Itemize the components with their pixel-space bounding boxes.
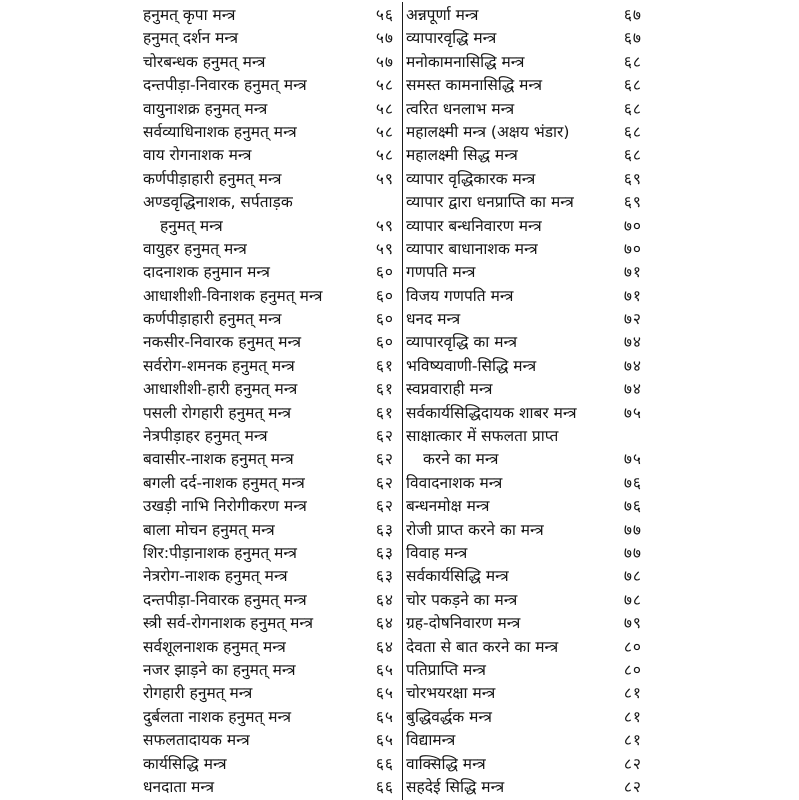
- toc-entry-title: मनोकामनासिद्धि मन्त्र: [406, 52, 525, 71]
- toc-entry-title: त्वरित धनलाभ मन्त्र: [406, 99, 515, 118]
- toc-entry-page-number: ६०: [375, 310, 394, 329]
- toc-entry: [143, 659, 400, 682]
- toc-right-column: [406, 4, 642, 799]
- toc-entry-page-number: ७४: [623, 333, 642, 352]
- toc-entry-title: देवता से बात करने का मन्त्र: [406, 637, 559, 656]
- toc-entry: [143, 98, 400, 121]
- toc-entry: [406, 729, 642, 752]
- toc-entry-page-number: ६६: [375, 777, 394, 796]
- toc-entry: [406, 168, 642, 191]
- toc-entry: [143, 378, 400, 401]
- toc-entry-page-number: ६४: [375, 590, 394, 609]
- toc-entry: [143, 636, 400, 659]
- toc-entry-page-number: ६२: [375, 473, 394, 492]
- toc-entry-title: चोरभयरक्षा मन्त्र: [406, 684, 496, 703]
- toc-entry: [143, 402, 400, 425]
- toc-entry-page-number: ८१: [623, 684, 642, 703]
- toc-entry: [143, 472, 400, 495]
- toc-entry-title: महालक्ष्मी सिद्ध मन्त्र: [406, 146, 518, 165]
- toc-entry-page-number: ७७: [623, 543, 642, 562]
- toc-entry: [143, 144, 400, 167]
- toc-entry-page-number: ६७: [623, 6, 642, 24]
- toc-entry-page-number: ५८: [375, 122, 394, 141]
- toc-entry: [406, 355, 642, 378]
- toc-entry: [143, 589, 400, 612]
- toc-entry: [406, 659, 642, 682]
- toc-entry: [406, 542, 642, 565]
- toc-entry: [406, 285, 642, 308]
- toc-entry-title: धनद मन्त्र: [406, 310, 461, 329]
- toc-entry-page-number: ७७: [623, 520, 642, 539]
- toc-entry-page-number: ७४: [623, 380, 642, 399]
- toc-entry-title: हनुमत् मन्त्र: [160, 216, 223, 235]
- toc-entry-title: व्यापारवृद्धि का मन्त्र: [406, 333, 518, 352]
- toc-entry-title: वाक्सिद्धि मन्त्र: [406, 754, 486, 773]
- toc-entry: [406, 706, 642, 729]
- toc-entry: [406, 402, 642, 425]
- toc-entry-title: सर्वकार्यसिद्धि मन्त्र: [406, 567, 509, 586]
- toc-entry-title: पसली रोगहारी हनुमत् मन्त्र: [143, 403, 292, 422]
- toc-entry-title: आधाशीशी-हारी हनुमत् मन्त्र: [143, 380, 298, 399]
- toc-entry-title: नेत्ररोग-नाशक हनुमत् मन्त्र: [143, 567, 288, 586]
- toc-entry-title: सर्वरोग-शमनक हनुमत् मन्त्र: [143, 356, 295, 375]
- toc-entry-page-number: ६५: [375, 731, 394, 750]
- toc-entry-page-number: ६८: [623, 52, 642, 71]
- toc-entry-title: बगली दर्द-नाशक हनुमत् मन्त्र: [143, 473, 305, 492]
- toc-entry: [143, 331, 400, 354]
- toc-entry-page-number: ५९: [375, 169, 394, 188]
- toc-entry-title: स्वप्नवाराही मन्त्र: [406, 380, 493, 399]
- toc-entry-title: अण्डवृद्धिनाशक, सर्पताड़क: [143, 193, 293, 212]
- toc-entry: [143, 215, 400, 238]
- toc-entry-page-number: ६८: [623, 99, 642, 118]
- toc-entry-title: बाला मोचन हनुमत् मन्त्र: [143, 520, 275, 539]
- toc-entry: [406, 121, 642, 144]
- toc-entry-title: दन्तपीड़ा-निवारक हनुमत् मन्त्र: [143, 76, 307, 95]
- toc-entry-title: दादनाशक हनुमान मन्त्र: [143, 263, 270, 282]
- toc-entry-page-number: ८२: [623, 777, 642, 796]
- toc-entry: [143, 753, 400, 776]
- toc-entry-title: ग्रह-दोषनिवारण मन्त्र: [406, 614, 521, 633]
- toc-entry: [406, 308, 642, 331]
- toc-entry: [143, 776, 400, 799]
- toc-entry: [143, 121, 400, 144]
- toc-entry: [406, 331, 642, 354]
- toc-entry-page-number: ६९: [623, 169, 642, 188]
- toc-entry: [143, 519, 400, 542]
- toc-entry-title: बवासीर-नाशक हनुमत् मन्त्र: [143, 450, 294, 469]
- toc-entry-page-number: ७१: [623, 263, 642, 282]
- toc-entry-title: गणपति मन्त्र: [406, 263, 476, 282]
- toc-entry: [406, 495, 642, 518]
- toc-entry: [143, 238, 400, 261]
- toc-entry-title: विवादनाशक मन्त्र: [406, 473, 503, 492]
- toc-entry-page-number: ५७: [375, 52, 394, 71]
- toc-entry-title: धनदाता मन्त्र: [143, 777, 215, 796]
- toc-entry: [406, 261, 642, 284]
- toc-entry-title: स्त्री सर्व-रोगनाशक हनुमत् मन्त्र: [143, 614, 314, 633]
- toc-entry-page-number: ७४: [623, 356, 642, 375]
- toc-entry-page-number: ६८: [623, 146, 642, 165]
- toc-entry-page-number: ५८: [375, 76, 394, 95]
- toc-entry-page-number: ६२: [375, 450, 394, 469]
- toc-entry-title: उखड़ी नाभि निरोगीकरण मन्त्र: [143, 497, 307, 516]
- toc-entry-page-number: ७५: [623, 403, 642, 422]
- toc-entry-title: कार्यसिद्धि मन्त्र: [143, 754, 227, 773]
- toc-entry: [406, 636, 642, 659]
- toc-entry-page-number: ७८: [623, 567, 642, 586]
- toc-entry: [406, 682, 642, 705]
- toc-entry: [143, 729, 400, 752]
- toc-entry-title: वायुहर हनुमत् मन्त्र: [143, 239, 247, 258]
- toc-entry-title: पतिप्राप्ति मन्त्र: [406, 660, 486, 679]
- toc-entry-title: व्यापार बाधानाशक मन्त्र: [406, 239, 538, 258]
- toc-entry-title: व्यापार बन्धनिवारण मन्त्र: [406, 216, 542, 235]
- toc-entry-title: कर्णपीड़ाहारी हनुमत् मन्त्र: [143, 310, 282, 329]
- toc-entry-title: भविष्यवाणी-सिद्धि मन्त्र: [406, 356, 537, 375]
- toc-left-column: [143, 4, 400, 799]
- toc-entry-page-number: ६४: [375, 637, 394, 656]
- toc-entry: [143, 51, 400, 74]
- toc-entry: [143, 168, 400, 191]
- toc-entry-page-number: ६२: [375, 497, 394, 516]
- toc-entry-title: सफलतादायक मन्त्र: [143, 731, 250, 750]
- toc-entry: [406, 589, 642, 612]
- toc-entry: [406, 612, 642, 635]
- toc-entry-title: सर्वशूलनाशक हनुमत् मन्त्र: [143, 637, 286, 656]
- toc-entry-title: दुर्बलता नाशक हनुमत् मन्त्र: [143, 707, 292, 726]
- toc-entry-page-number: ६६: [375, 754, 394, 773]
- toc-entry-title: व्यापार वृद्धिकारक मन्त्र: [406, 169, 536, 188]
- toc-entry: [143, 4, 400, 27]
- toc-entry-title: समस्त कामनासिद्धि मन्त्र: [406, 76, 543, 95]
- toc-entry-page-number: ५९: [375, 239, 394, 258]
- toc-entry: [406, 378, 642, 401]
- toc-entry: [406, 215, 642, 238]
- toc-entry: [406, 51, 642, 74]
- toc-entry-page-number: ५६: [375, 6, 394, 24]
- toc-entry: [406, 519, 642, 542]
- toc-entry-page-number: ६३: [375, 520, 394, 539]
- toc-entry-page-number: ७०: [623, 239, 642, 258]
- toc-entry-page-number: ६०: [375, 263, 394, 282]
- toc-entry-title: नेत्रपीड़ाहर हनुमत् मन्त्र: [143, 427, 268, 446]
- toc-entry-title: वाय रोगनाशक मन्त्र: [143, 146, 252, 165]
- toc-entry-title: बन्धनमोक्ष मन्त्र: [406, 497, 490, 516]
- toc-entry: [143, 191, 400, 214]
- toc-entry: [406, 753, 642, 776]
- toc-entry-page-number: ६९: [623, 193, 642, 212]
- toc-entry-page-number: ६०: [375, 333, 394, 352]
- toc-entry-page-number: ६१: [375, 403, 394, 422]
- toc-entry: [143, 27, 400, 50]
- toc-entry-page-number: ६३: [375, 543, 394, 562]
- toc-entry-page-number: ७१: [623, 286, 642, 305]
- toc-entry-title: रोगहारी हनुमत् मन्त्र: [143, 684, 253, 703]
- toc-entry-title: हनुमत् कृपा मन्त्र: [143, 6, 236, 24]
- toc-entry-title: व्यापारवृद्धि मन्त्र: [406, 29, 497, 48]
- toc-entry: [406, 472, 642, 495]
- toc-entry-page-number: ७८: [623, 590, 642, 609]
- toc-entry-page-number: ७९: [623, 614, 642, 633]
- toc-entry-title: बुद्धिवर्द्धक मन्त्र: [406, 707, 492, 726]
- toc-entry-title: आधाशीशी-विनाशक हनुमत् मन्त्र: [143, 286, 323, 305]
- toc-entry-page-number: ८१: [623, 731, 642, 750]
- toc-entry-page-number: ७२: [623, 310, 642, 329]
- toc-entry-title: हनुमत् दर्शन मन्त्र: [143, 29, 239, 48]
- toc-entry-title: कर्णपीड़ाहारी हनुमत् मन्त्र: [143, 169, 282, 188]
- toc-entry-page-number: ८०: [623, 660, 642, 679]
- toc-entry-page-number: ७६: [623, 497, 642, 516]
- toc-entry-title: अन्नपूर्णा मन्त्र: [406, 6, 479, 24]
- toc-entry: [406, 27, 642, 50]
- toc-entry-page-number: ८१: [623, 707, 642, 726]
- toc-entry: [143, 285, 400, 308]
- toc-entry-title: व्यापार द्वारा धनप्राप्ति का मन्त्र: [406, 193, 574, 212]
- toc-entry-page-number: ६७: [623, 29, 642, 48]
- toc-entry-page-number: ६३: [375, 567, 394, 586]
- toc-entry-page-number: ८०: [623, 637, 642, 656]
- toc-entry: [406, 4, 642, 27]
- toc-entry: [143, 612, 400, 635]
- toc-entry: [143, 74, 400, 97]
- toc-entry-page-number: ६८: [623, 76, 642, 95]
- toc-entry-page-number: ७६: [623, 473, 642, 492]
- toc-entry-title: विजय गणपति मन्त्र: [406, 286, 514, 305]
- toc-entry: [143, 495, 400, 518]
- toc-entry: [406, 565, 642, 588]
- toc-entry-title: विवाह मन्त्र: [406, 543, 468, 562]
- toc-entry-page-number: ८२: [623, 754, 642, 773]
- toc-entry: [406, 238, 642, 261]
- toc-entry-page-number: ५७: [375, 29, 394, 48]
- toc-entry-page-number: ६०: [375, 286, 394, 305]
- toc-entry-title: रोजी प्राप्त करने का मन्त्र: [406, 520, 544, 539]
- toc-entry-page-number: ५८: [375, 99, 394, 118]
- toc-entry-page-number: ७०: [623, 216, 642, 235]
- toc-entry-title: विद्यामन्त्र: [406, 731, 456, 750]
- toc-entry-title: शिर:पीड़ानाशक हनुमत् मन्त्र: [143, 543, 297, 562]
- toc-entry: [143, 542, 400, 565]
- toc-entry: [143, 682, 400, 705]
- toc-entry: [406, 191, 642, 214]
- column-divider: [402, 2, 403, 800]
- toc-entry: [143, 425, 400, 448]
- toc-entry: [406, 74, 642, 97]
- toc-entry-title: सहदेई सिद्धि मन्त्र: [406, 777, 505, 796]
- toc-entry-page-number: ५८: [375, 146, 394, 165]
- toc-entry-title: चोर पकड़ने का मन्त्र: [406, 590, 518, 609]
- toc-entry-title: वायुनाशक्र हनुमत् मन्त्र: [143, 99, 268, 118]
- toc-entry: [406, 144, 642, 167]
- toc-entry-title: साक्षात्कार में सफलता प्राप्त: [406, 427, 559, 446]
- toc-entry-title: करने का मन्त्र: [423, 450, 499, 469]
- toc-entry-title: महालक्ष्मी मन्त्र (अक्षय भंडार): [406, 122, 570, 141]
- toc-entry-page-number: ६१: [375, 356, 394, 375]
- toc-entry-page-number: ५९: [375, 216, 394, 235]
- toc-entry-title: सर्वकार्यसिद्धिदायक शाबर मन्त्र: [406, 403, 577, 422]
- toc-entry-title: दन्तपीड़ा-निवारक हनुमत् मन्त्र: [143, 590, 307, 609]
- toc-entry-title: नजर झाड़ने का हनुमत् मन्त्र: [143, 660, 296, 679]
- toc-entry: [143, 565, 400, 588]
- toc-entry: [406, 448, 642, 471]
- toc-entry: [143, 355, 400, 378]
- toc-entry-page-number: ६१: [375, 380, 394, 399]
- toc-entry: [406, 776, 642, 799]
- toc-entry-page-number: ६५: [375, 707, 394, 726]
- toc-entry-page-number: ६५: [375, 660, 394, 679]
- toc-entry: [406, 98, 642, 121]
- toc-entry-page-number: ७५: [623, 450, 642, 469]
- toc-entry: [143, 261, 400, 284]
- toc-entry-page-number: ६४: [375, 614, 394, 633]
- toc-entry-page-number: ६२: [375, 427, 394, 446]
- toc-entry: [143, 308, 400, 331]
- toc-entry-title: सर्वव्याधिनाशक हनुमत् मन्त्र: [143, 122, 297, 141]
- toc-entry-title: चोरबन्धक हनुमत् मन्त्र: [143, 52, 266, 71]
- toc-entry: [143, 448, 400, 471]
- toc-entry-page-number: ६८: [623, 122, 642, 141]
- toc-entry-title: नकसीर-निवारक हनुमत् मन्त्र: [143, 333, 302, 352]
- toc-entry: [143, 706, 400, 729]
- toc-entry: [406, 425, 642, 448]
- toc-entry-page-number: ६५: [375, 684, 394, 703]
